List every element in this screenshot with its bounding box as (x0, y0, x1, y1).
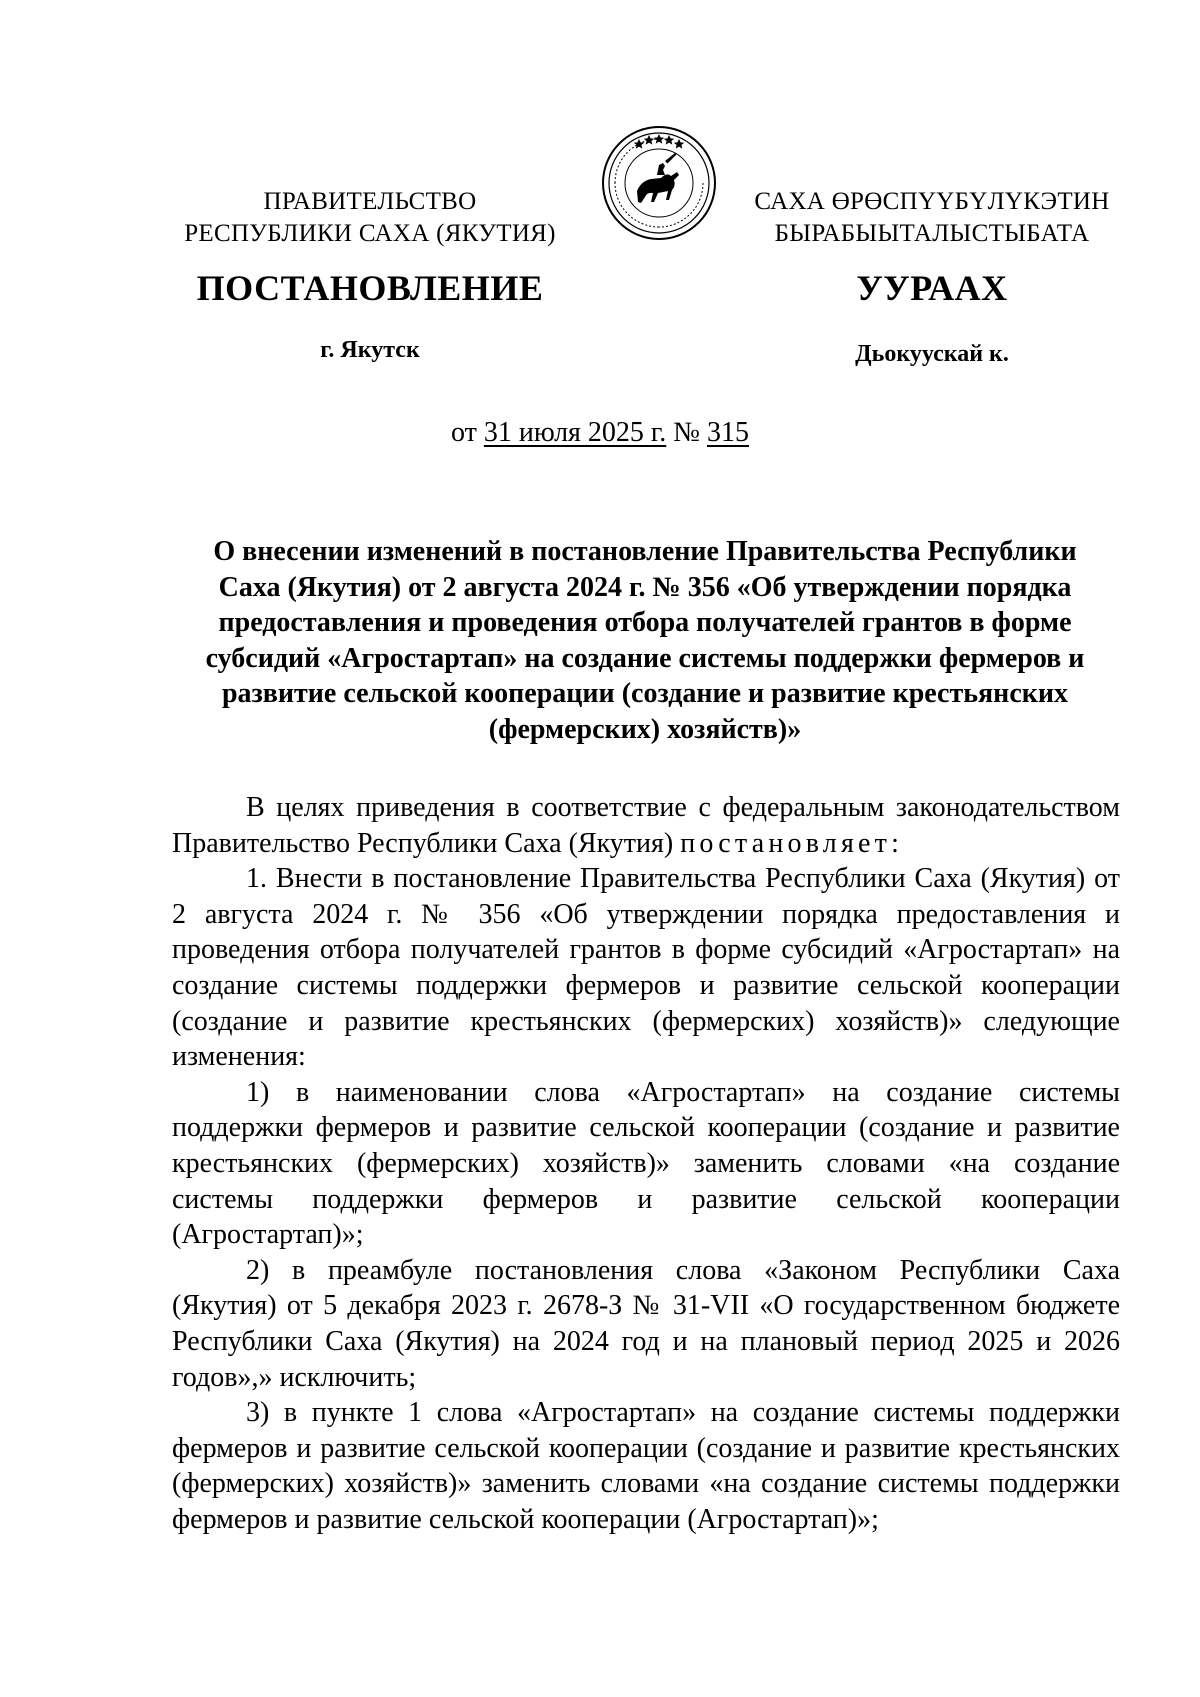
document-date: 31 июля 2025 г. (483, 417, 667, 448)
doc-type-sakha: УУРААХ (856, 268, 1008, 308)
doc-type-russian: ПОСТАНОВЛЕНИЕ (196, 268, 544, 308)
issuer-russian-line2: РЕСПУБЛИКИ САХА (ЯКУТИЯ) (184, 220, 556, 247)
body-paragraph: 1) в наименовании слова «Агростартап» на создание системы поддержки фермеров и развитие сельской кооперации (создание и развитие крестьянских (фермерских) хозяйств)» заменить словами «на создание системы поддержки фермеров и развитие сельской кооперации (Агростартап)»; (172, 1076, 1120, 1251)
issuer-sakha-line1: САХА ӨРӨСПҮҮБҮЛҮКЭТИН (754, 188, 1110, 215)
title-line: (фермерских) хозяйств)» (488, 713, 802, 745)
city-sakha: Дьокуускай к. (855, 341, 1009, 367)
preamble-verb: постановляет: (680, 827, 904, 859)
issuer-sakha (742, 186, 1122, 250)
title-line: развитие сельской кооперации (создание и развитие крестьянских (221, 678, 1069, 709)
preamble-text: В целях приведения в соответствие с федеральным законодательством Правительство Республики Саха (Якутия) (172, 792, 1120, 859)
body-paragraph: 2) в преамбуле постановления слова «Законом Республики Саха (Якутия) от 5 декабря 2023 г. 2678-З № 31-VII «О государственном бюджете Республики Саха (Якутия) на 2024 год и на плановый период 2025 и 2026 годов»,» исключить; (172, 1254, 1120, 1393)
title-line: предоставления и проведения отбора получателей грантов в форме (218, 607, 1072, 638)
number-sign: № (673, 417, 700, 448)
document-number: 315 (706, 417, 749, 448)
date-prefix: от (451, 417, 477, 448)
sakha-republic-emblem-icon (601, 125, 717, 241)
body-paragraph: 3) в пункте 1 слова «Агростартап» на создание системы поддержки фермеров и развитие сельской кооперации (создание и развитие крестьянских (фермерских) хозяйств)» заменить словами «на создание системы поддержки фермеров и развитие сельской кооперации (Агростартап)»; (172, 1397, 1120, 1535)
city-russian: г. Якутск (320, 337, 420, 363)
document-body (172, 790, 1120, 1537)
title-line: О внесении изменений в постановление Правительства Республики (213, 536, 1077, 567)
issuer-russian-line1: ПРАВИТЕЛЬСТВО (263, 188, 477, 215)
preamble-paragraph (172, 790, 1120, 861)
title-line: Саха (Якутия) от 2 августа 2024 г. № 356 «Об утверждении порядка (218, 571, 1072, 603)
date-number-line (0, 416, 1200, 450)
issuer-sakha-line2: БЫРАБЫЫТАЛЫСТЫБАТА (774, 220, 1090, 247)
body-paragraph: 1. Внести в постановление Правительства Республики Саха (Якутия) от 2 августа 2024 г. № 356 «Об утверждении порядка предоставления и проведения отбора получателей грантов в форме субсидий «Агростартап» на создание системы поддержки фермеров и развитие сельской кооперации (создание и развитие крестьянских (фермерских) хозяйств)» следующие изменения: (172, 863, 1120, 1073)
title-line: субсидий «Агростартап» на создание системы поддержки фермеров и (205, 642, 1085, 674)
issuer-russian (178, 186, 562, 250)
document-title (170, 534, 1120, 747)
